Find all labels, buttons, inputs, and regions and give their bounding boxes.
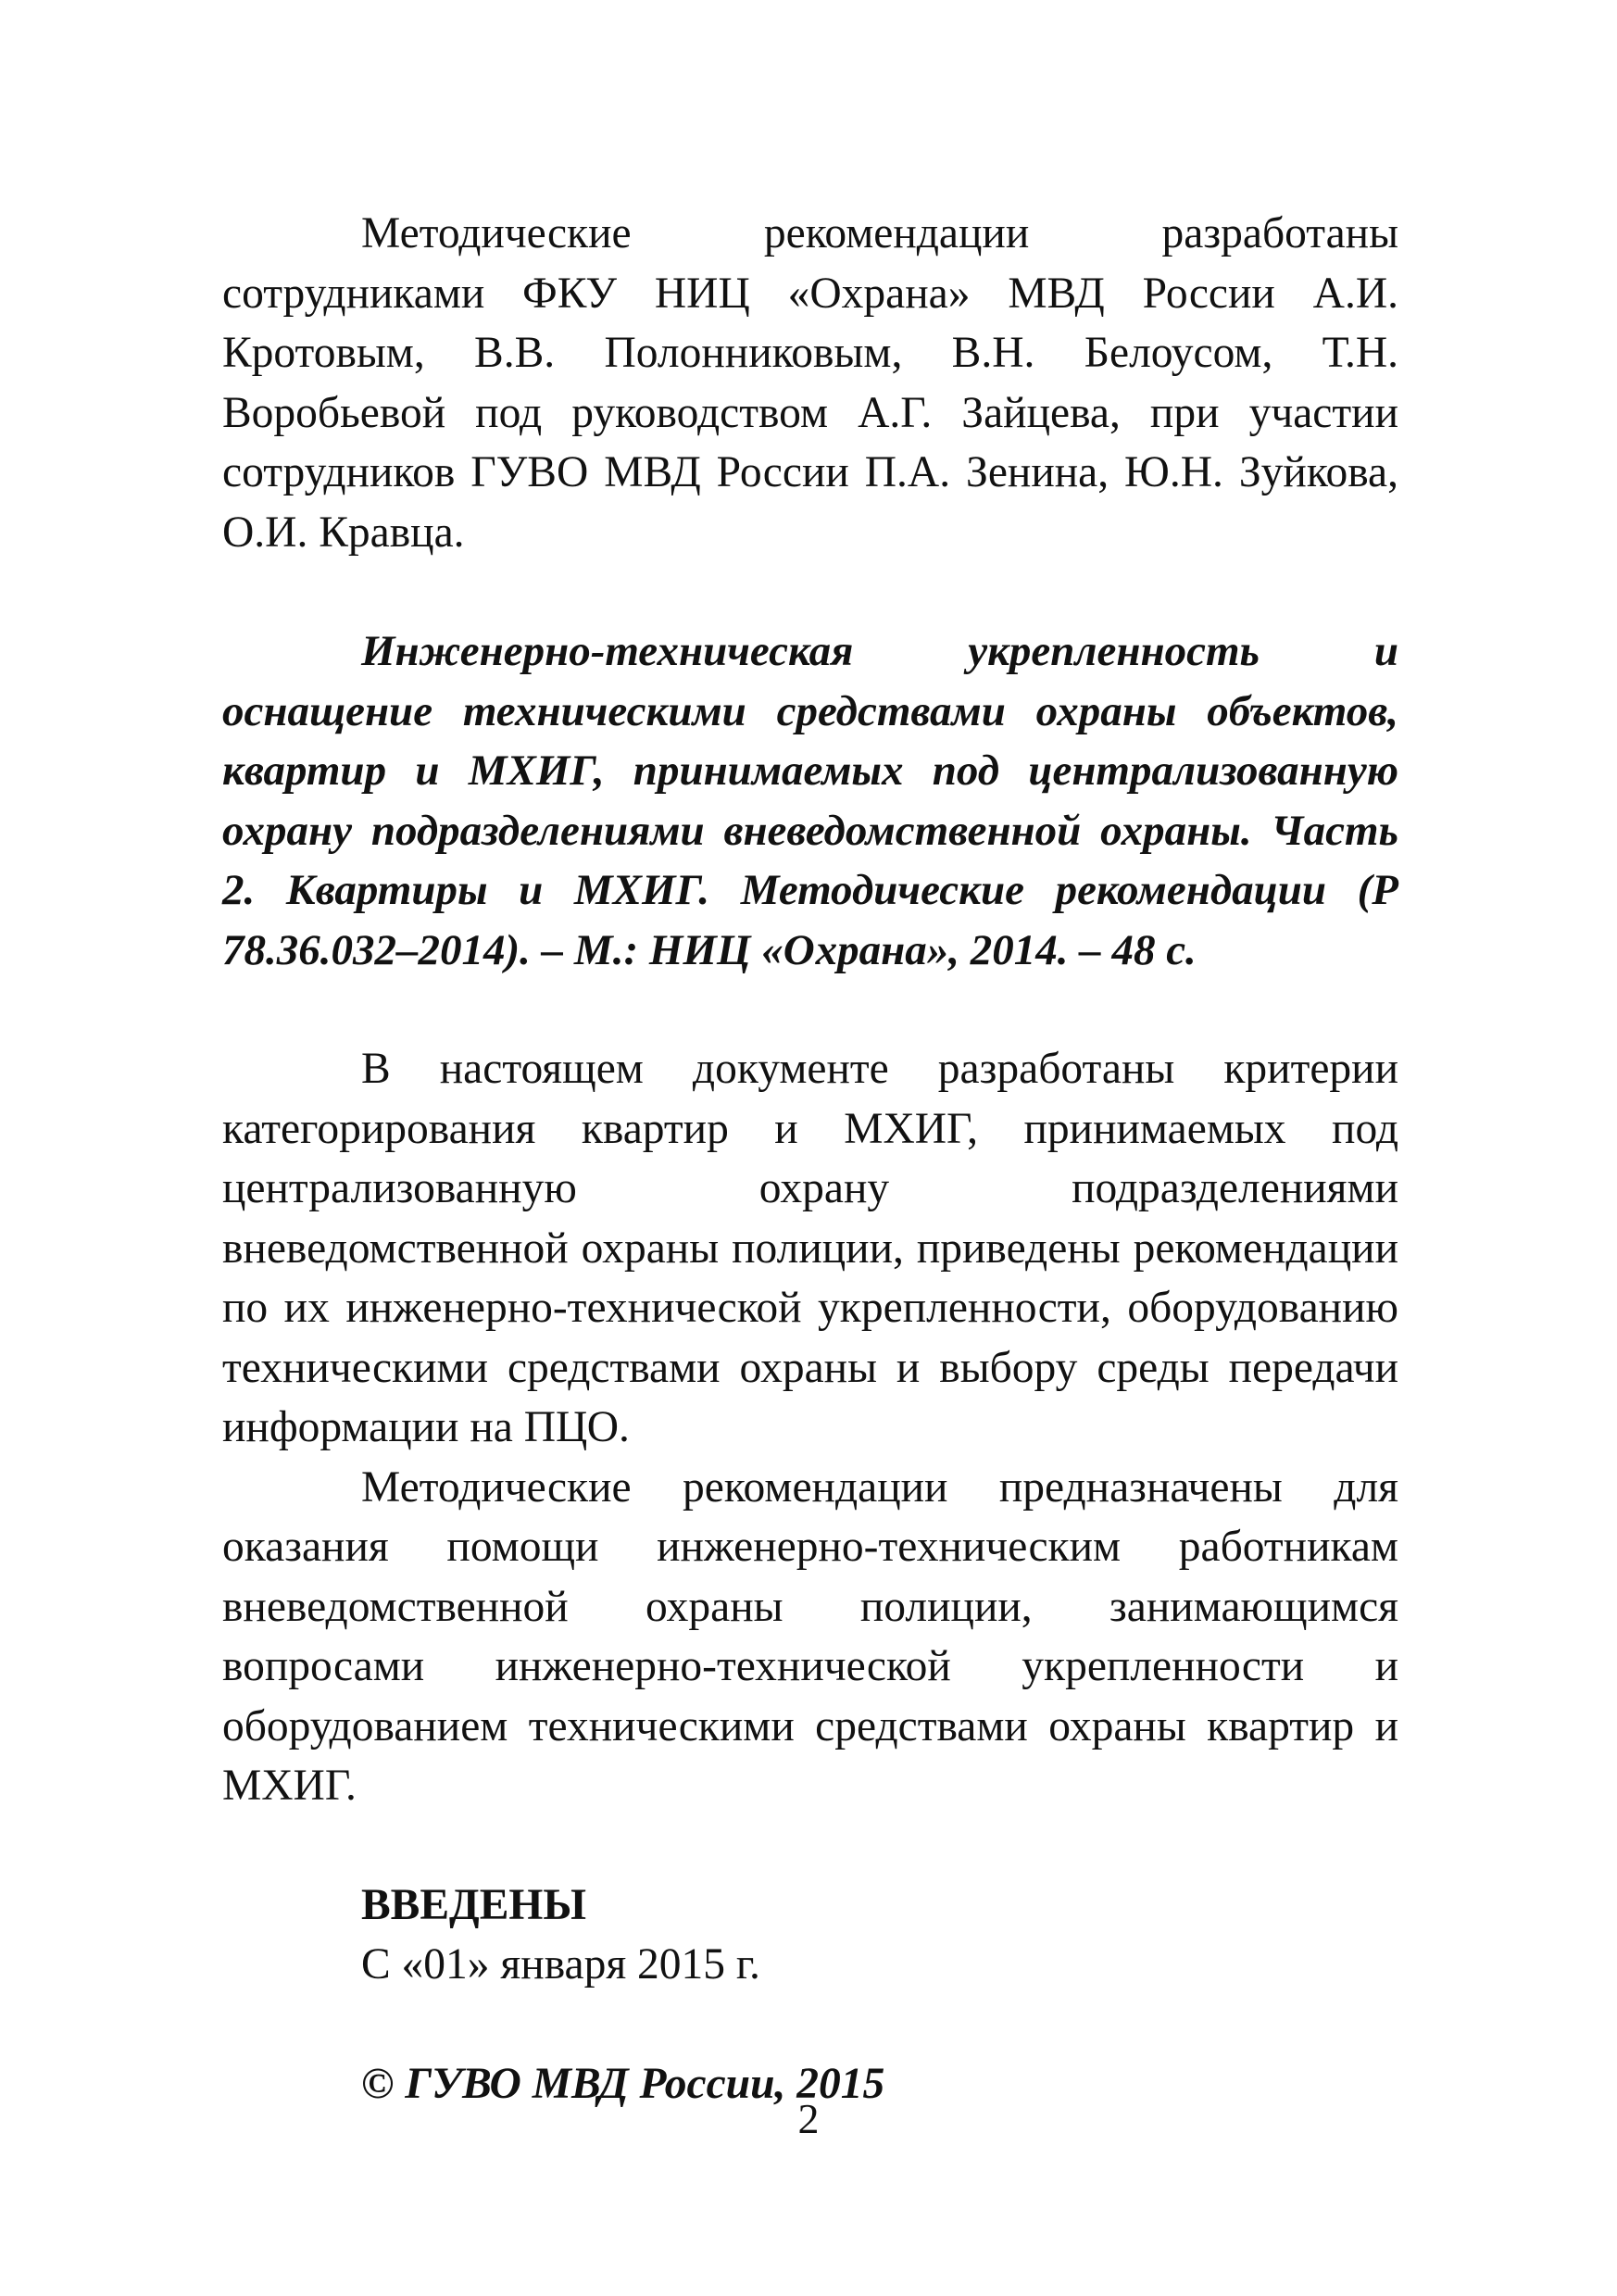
page-number: 2 [797, 2095, 820, 2142]
bibliographic-reference: Инженерно-техническая укрепленность и оснащение техническими средствами охраны объектов, квартир и МХИГ, принимаемых под централизованную охрану подразделениями вневедомственной охраны. Часть 2. Квартиры и МХИГ. Методические рекомендации (Р 78.36.032–2014). – М.: НИЦ «Охрана», 2014. – 48 с. [222, 627, 1398, 974]
authors-paragraph: Методические рекомендации разработаны сотрудниками ФКУ НИЦ «Охрана» МВД России А.И. Кротовым, В.В. Полонниковым, В.Н. Белоусом, Т.Н. Воробьевой под руководством А.Г. Зайцева, при участии сотрудников ГУВО МВД России П.А. Зенина, Ю.Н. Зуйкова, О.И. Кравца. [222, 209, 1398, 557]
introduced-date: С «01» января 2015 г. [361, 1940, 760, 1989]
abstract-paragraph-2: Методические рекомендации предназначены для оказания помощи инженерно-техническим работникам вневедомственной охраны полиции, занимающимся вопросами инженерно-технической укрепленности и оборудованием техническими средствами охраны квартир и МХИГ. [222, 1462, 1398, 1810]
introduced-title: ВВЕДЕНЫ [361, 1880, 586, 1929]
introduced-block [222, 1876, 1398, 1995]
page-content [222, 204, 1398, 2114]
abstract-paragraph-1: В настоящем документе разработаны критерии категорирования квартир и МХИГ, принимаемых под централизованную охрану подразделениями вневедомственной охраны полиции, приведены рекомендации по их инженерно-технической укрепленности, оборудованию техническими средствами охраны и выбору среды передачи информации на ПЦО. [222, 1045, 1398, 1451]
copyright-line: © ГУВО МВД России, 2015 [361, 2059, 885, 2108]
